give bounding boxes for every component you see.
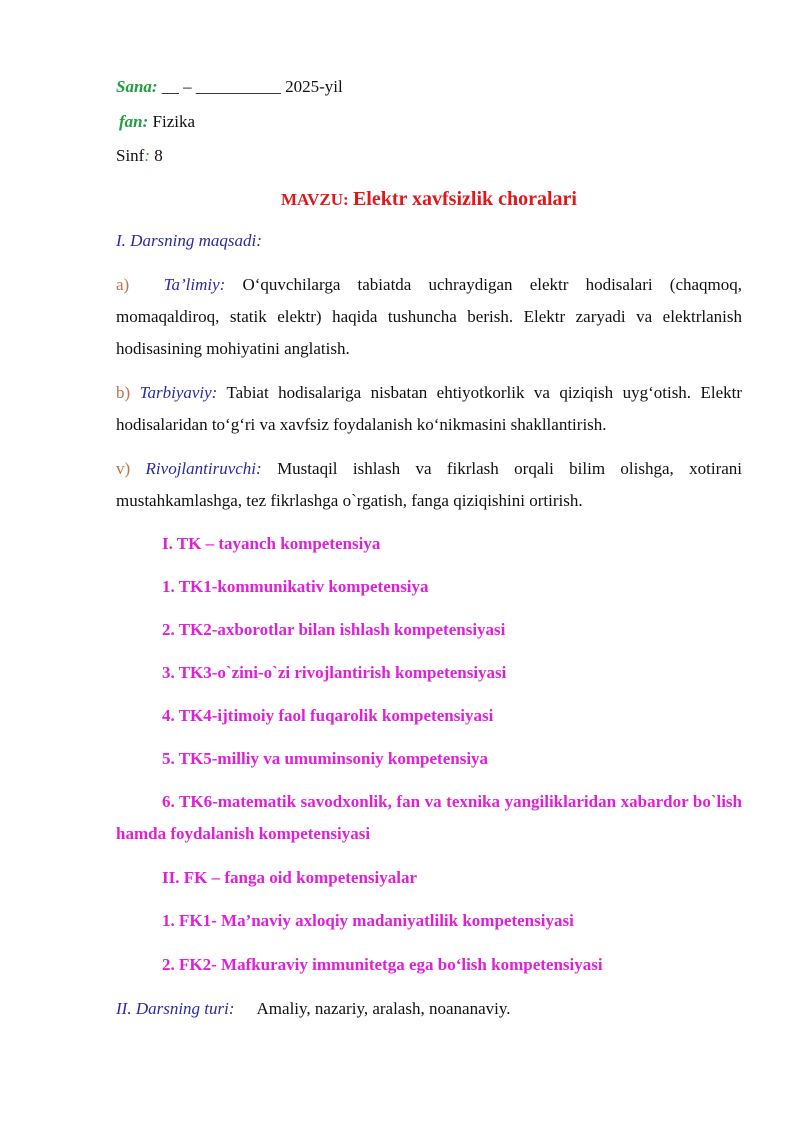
- goal-label: Tarbiyaviy:: [139, 383, 218, 402]
- goal-developmental: [116, 453, 742, 517]
- subject-value: Fizika: [148, 112, 196, 131]
- goal-educational: [116, 269, 742, 365]
- tk-heading: I. TK – tayanch kompetensiya: [162, 534, 381, 553]
- goal-text: Tabiat hodisalariga nisbatan ehtiyotkorlik va qiziqish uyg‘otish. Elektr hodisalaridan to‘g‘ri va xavfsiz foydalanish ko‘nikmasini shakllantirish.: [116, 383, 743, 434]
- fk-heading: II. FK – fanga oid kompetensiyalar: [162, 868, 418, 887]
- subject-line: [119, 111, 195, 133]
- grade-label: Sinf: [116, 146, 145, 165]
- lesson-type-label: II. Darsning turi:: [116, 999, 235, 1018]
- grade-line: [116, 145, 163, 167]
- goal-marker: a): [116, 275, 130, 294]
- fk-item-2: 2. FK2- Mafkuraviy immunitetga ega bo‘lish kompetensiyasi: [162, 955, 603, 974]
- goal-upbringing: [116, 377, 742, 441]
- date-label: Sana:: [116, 77, 158, 96]
- tk-item-4: 4. TK4-ijtimoiy faol fuqarolik kompetensiyasi: [162, 706, 494, 725]
- topic-name: Elektr xavfsizlik choralari: [352, 188, 577, 210]
- goal-marker: b): [116, 383, 131, 402]
- topic-title: [116, 186, 742, 213]
- date-value: __ – __________ 2025-yil: [157, 77, 343, 96]
- goal-text: Mustaqil ishlash va fikrlash orqali bilim olishga, xotirani mustahkamlashga, tez fikrlashga o`rgatish, fanga qiziqishini ortirish.: [116, 459, 743, 510]
- goal-text: O‘quvchilarga tabiatda uchraydigan elektr hodisalari (chaqmoq, momaqaldiroq, statik elektr) haqida tushuncha berish. Elektr zaryadi va elektrlanish hodisasining mohiyatini anglatish.: [116, 275, 743, 358]
- grade-colon: :: [144, 146, 151, 165]
- goal-label: Rivojlantiruvchi:: [145, 459, 262, 478]
- subject-label: fan:: [119, 112, 149, 131]
- goals-heading: I. Darsning maqsadi:: [116, 231, 262, 250]
- tk-item-2: 2. TK2-axborotlar bilan ishlash kompetensiyasi: [162, 620, 506, 639]
- goal-label: Ta’limiy:: [163, 275, 226, 294]
- lesson-type-line: [116, 998, 510, 1020]
- fk-item-1: 1. FK1- Ma’naviy axloqiy madaniyatlilik kompetensiyasi: [162, 911, 574, 930]
- tk-item-5: 5. TK5-milliy va umuminsoniy kompetensiya: [162, 749, 489, 768]
- grade-value: 8: [150, 146, 163, 165]
- goal-marker: v): [116, 459, 131, 478]
- tk-item-1: 1. TK1-kommunikativ kompetensiya: [162, 577, 429, 596]
- lesson-type-value: Amaliy, nazariy, aralash, noananaviy.: [256, 999, 511, 1018]
- date-line: [116, 76, 343, 98]
- topic-prefix: MAVZU:: [281, 190, 353, 209]
- tk-item-3: 3. TK3-o`zini-o`zi rivojlantirish kompetensiyasi: [162, 663, 507, 682]
- tk-item-6: 6. TK6-matematik savodxonlik, fan va texnika yangiliklaridan xabardor bo`lish hamda foydalanish kompetensiyasi: [116, 792, 742, 843]
